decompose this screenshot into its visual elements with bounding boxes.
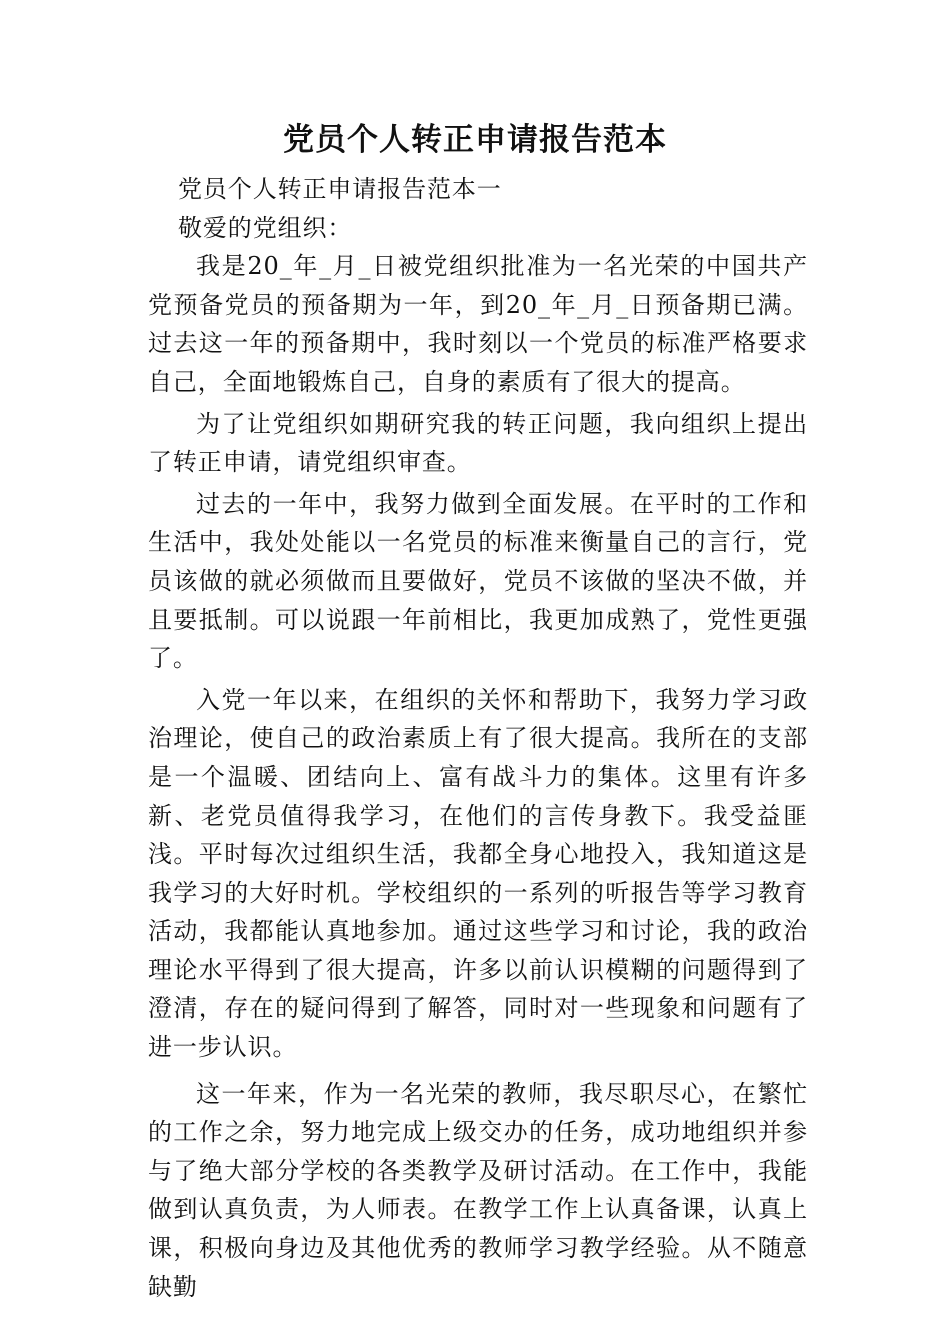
paragraph: 这一年来，作为一名光荣的教师，我尽职尽心，在繁忙的工作之余，努力地完成上级交办的任务，成功地组织并参与了绝大部分学校的各类教学及研讨活动。在工作中，我能做到认真负责，为人师表。在教学工作上认真备课，认真上课，积极向身边及其他优秀的教师学习教学经验。从不随意缺勤 [148, 1079, 808, 1301]
paragraph: 入党一年以来，在组织的关怀和帮助下，我努力学习政治理论，使自己的政治素质上有了很大提高。我所在的支部是一个温暖、团结向上、富有战斗力的集体。这里有许多新、老党员值得我学习，在他们的言传身教下。我受益匪浅。平时每次过组织生活，我都全身心地投入，我知道这是我学习的大好时机。学校组织的一系列的听报告等学习教育活动，我都能认真地参加。通过这些学习和讨论，我的政治理论水平得到了很大提高，许多以前认识模糊的问题得到了澄清，存在的疑问得到了解答，同时对一些现象和问题有了进一步认识。 [148, 685, 808, 1062]
paragraph: 我是20_年_月_日被党组织批准为一名光荣的中国共产党预备党员的预备期为一年，到20_年_月_日预备期已满。过去这一年的预备期中，我时刻以一个党员的标准严格要求自己，全面地锻炼自己，自身的素质有了很大的提高。 [148, 252, 808, 396]
paragraph: 过去的一年中，我努力做到全面发展。在平时的工作和生活中，我处处能以一名党员的标准来衡量自己的言行，党员该做的就必须做而且要做好，党员不该做的坚决不做，并且要抵制。可以说跟一年前相比，我更加成熟了，党性更强了。 [148, 489, 808, 673]
document-subtitle: 党员个人转正申请报告范本一 [178, 175, 502, 203]
salutation: 敬爱的党组织： [178, 213, 353, 242]
document-body [148, 170, 808, 1309]
document-title: 党员个人转正申请报告范本 [283, 122, 667, 158]
paragraph: 为了让党组织如期研究我的转正问题，我向组织上提出了转正申请，请党组织审查。 [148, 409, 808, 477]
